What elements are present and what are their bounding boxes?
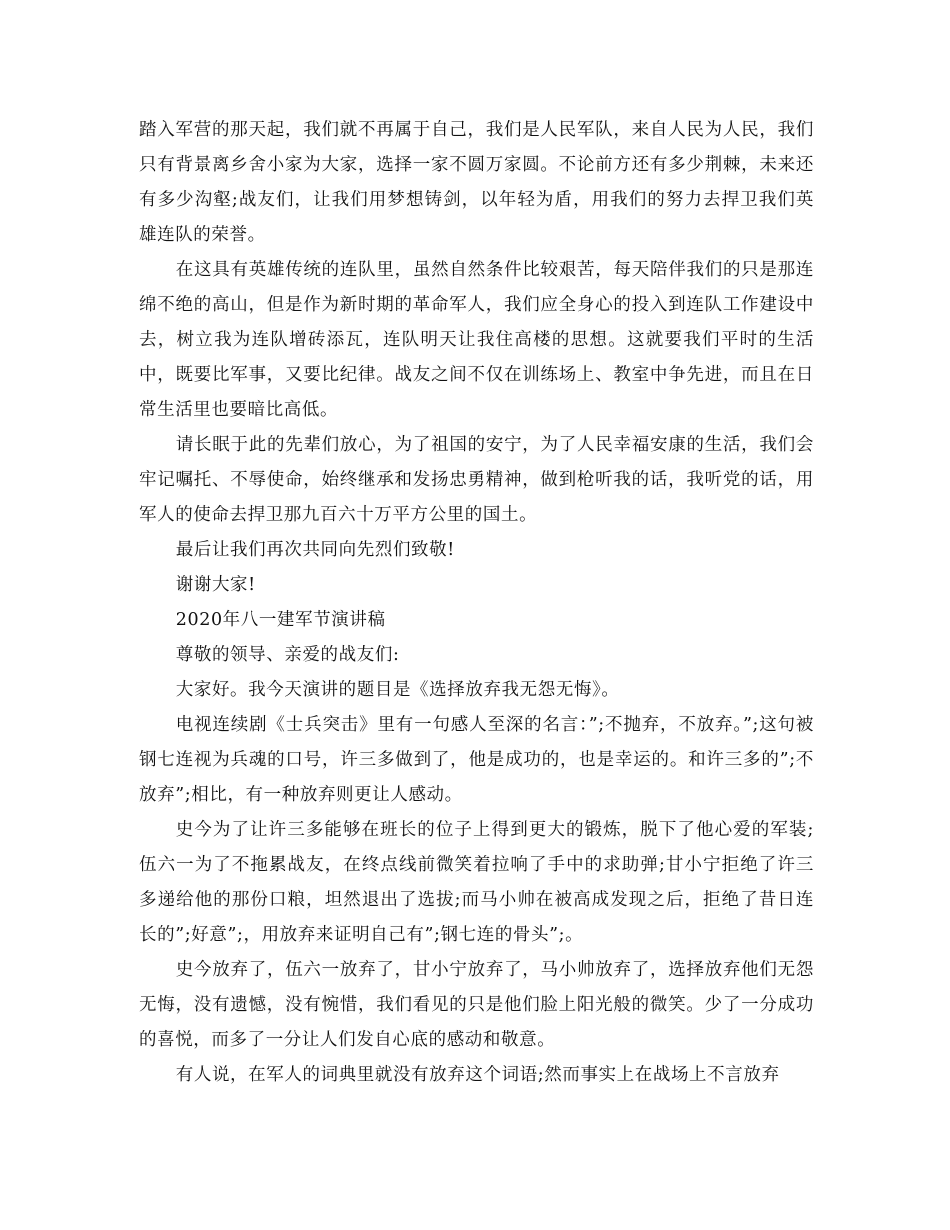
paragraph-1: 踏入军营的那天起，我们就不再属于自己，我们是人民军队，来自人民为人民，我们只有背景离乡舍小家为大家，选择一家不圆万家圆。不论前方还有多少荆棘，未来还有多少沟壑;战友们，让我们用梦想铸剑，以年轻为盾，用我们的努力去捍卫我们英雄连队的荣誉。 (139, 120, 814, 245)
section-title: 2020年八一建军节演讲稿 (175, 610, 386, 630)
paragraph-3: 请长眠于此的先辈们放心，为了祖国的安宁，为了人民幸福安康的生活，我们会牢记嘱托、不辱使命，始终继承和发扬忠勇精神，做到枪听我的话，我听党的话，用军人的使命去捍卫那九百六十万平方公里的国土。 (139, 435, 814, 525)
paragraph-8: 大家好。我今天演讲的题目是《选择放弃我无怨无悔》。 (175, 680, 620, 700)
paragraph-2: 在这具有英雄传统的连队里，虽然自然条件比较艰苦，每天陪伴我们的只是那连绵不绝的高山，但是作为新时期的革命军人，我们应全身心的投入到连队工作建设中去，树立我为连队增砖添瓦，连队明天让我住高楼的思想。这就要我们平时的生活中，既要比军事，又要比纪律。战友之间不仅在训练场上、教室中争先进，而且在日常生活里也要暗比高低。 (139, 260, 814, 420)
paragraph-9: 电视连续剧《士兵突击》里有一句感人至深的名言：”;不抛弃，不放弃。”;这句被钢七连视为兵魂的口号，许三多做到了，他是成功的，也是幸运的。和许三多的”;不放弃”;相比，有一种放弃则更让人感动。 (139, 715, 814, 805)
salutation: 尊敬的领导、亲爱的战友们: (175, 645, 400, 665)
paragraph-12: 有人说，在军人的词典里就没有放弃这个词语;然而事实上在战场上不言放弃 (175, 1065, 780, 1085)
paragraph-11: 史今放弃了，伍六一放弃了，甘小宁放弃了，马小帅放弃了，选择放弃他们无怨无悔，没有遗憾，没有惋惜，我们看见的只是他们脸上阳光般的微笑。少了一分成功的喜悦，而多了一分让人们发自心底的感动和敬意。 (139, 960, 814, 1050)
paragraph-5: 谢谢大家! (175, 575, 256, 595)
document-page (139, 113, 814, 1093)
paragraph-4: 最后让我们再次共同向先烈们致敬! (175, 540, 455, 560)
paragraph-10: 史今为了让许三多能够在班长的位子上得到更大的锻炼，脱下了他心爱的军装;伍六一为了不拖累战友，在终点线前微笑着拉响了手中的求助弹;甘小宁拒绝了许三多递给他的那份口粮，坦然退出了选拔;而马小帅在被高成发现之后，拒绝了昔日连长的”;好意”;，用放弃来证明自己有”;钢七连的骨头”;。 (139, 820, 814, 945)
